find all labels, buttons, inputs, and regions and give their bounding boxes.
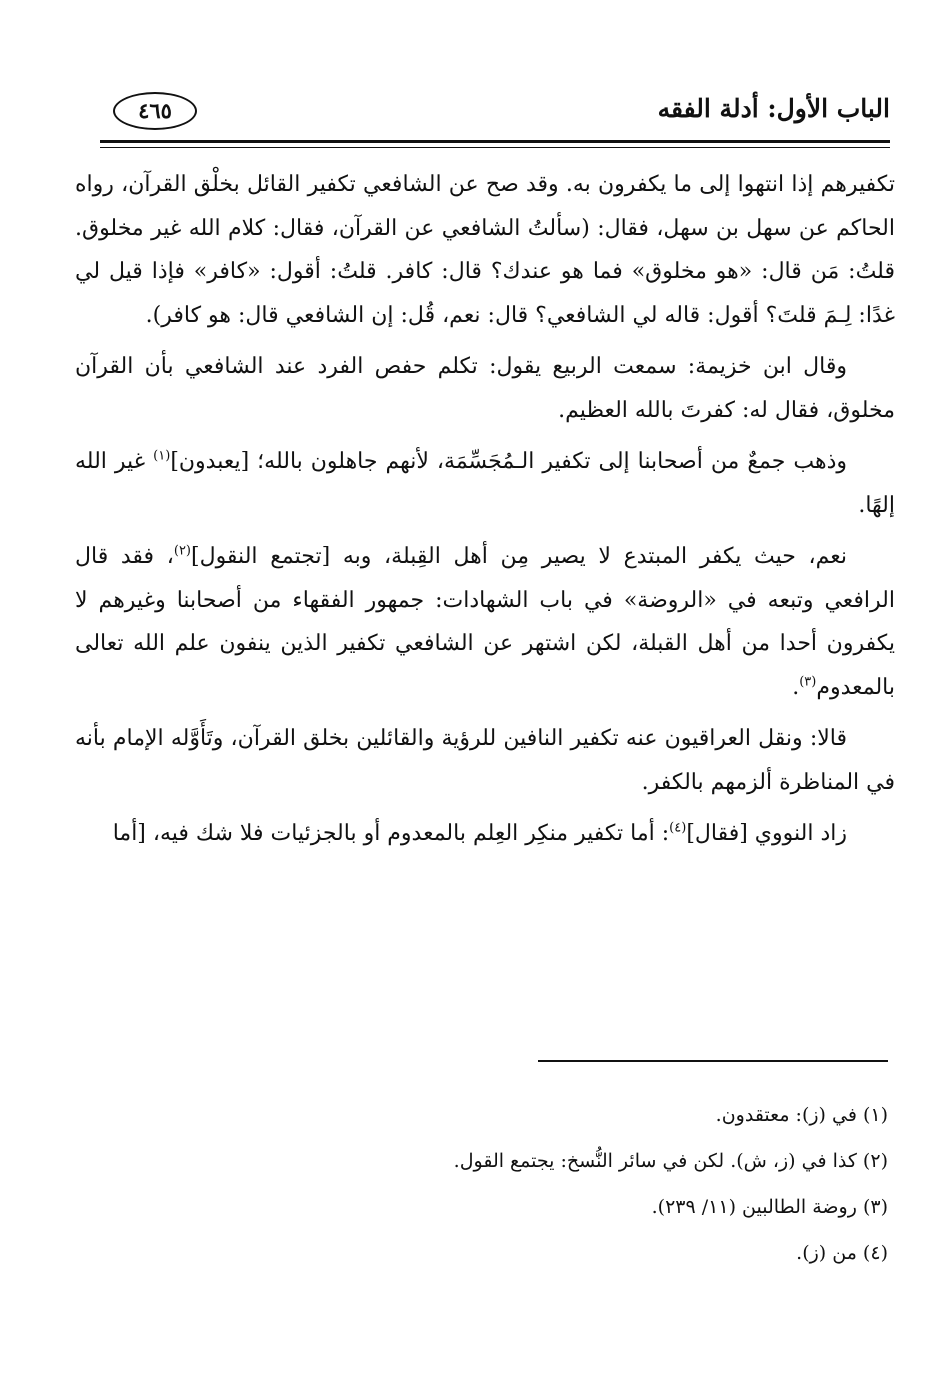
paragraph-4-part-2: ، فقد قال الرافعي وتبعه في «الروضة» في باب الشهادات: جمهور الفقهاء من أصحابنا وغيرهم لا يكفرون أحدا من أهل القبلة، لكن اشتهر عن الشافعي تكفير الذين ينفون علم الله تعالى بالمعدوم <box>75 544 895 700</box>
main-text <box>75 163 895 864</box>
footnote-2: (٢) كذا في (ز، ش). لكن في سائر النُّسخ: يجتمع القول. <box>453 1150 888 1172</box>
paragraph-6 <box>75 812 895 856</box>
footnote-4: (٤) من (ز). <box>796 1242 888 1264</box>
paragraph-6-part-1: زاد النووي [فقال] <box>686 821 847 846</box>
header-rule-thin <box>100 147 890 148</box>
paragraph-4-part-3: . <box>792 674 800 700</box>
footnote-marker-4: (٤) <box>669 820 687 836</box>
footnote-marker-3: (٣) <box>799 674 817 690</box>
paragraph-6-part-2: : أما تكفير منكِر العِلم بالمعدوم أو بالجزئيات فلا شك فيه، [أما <box>112 821 670 846</box>
page-header <box>95 80 890 135</box>
paragraph-5: قالا: ونقل العراقيون عنه تكفير النافين للرؤية والقائلين بخلق القرآن، وتَأَوَّله الإمام بأنه في المناظرة ألزمهم بالكفر. <box>75 726 895 795</box>
footnote-separator <box>538 1060 888 1062</box>
paragraph-4-part-1: نعم، حيث يكفر المبتدع لا يصير مِن أهل القِبلة، وبه [تجتمع النقول] <box>191 544 848 569</box>
footnote-marker-2: (٢) <box>173 543 191 559</box>
page-number: ٤٦٥ <box>113 92 197 130</box>
paragraph-4 <box>75 535 895 709</box>
paragraph-1: تكفيرهم إذا انتهوا إلى ما يكفرون به. وقد صح عن الشافعي تكفير القائل بخلْق القرآن، رواه الحاكم عن سهل بن سهل، فقال: (سألتُ الشافعي عن القرآن، فقال: كلام الله غير مخلوق. قلتُ: مَن قال: «هو مخلوق» فما هو عندك؟ قال: كافر. قلتُ: أقول: «كافر» فإذا قيل لي غدًا: لِـمَ قلتَ؟ أقول: قاله لي الشافعي؟ قال: نعم، قُل: إن الشافعي قال: هو كافر). <box>75 172 895 328</box>
footnote-3: (٣) روضة الطالبين (١١/ ٢٣٩). <box>651 1196 888 1218</box>
paragraph-2: وقال ابن خزيمة: سمعت الربيع يقول: تكلم حفص الفرد عند الشافعي بأن القرآن مخلوق، فقال له: كفرتَ بالله العظيم. <box>75 354 895 423</box>
footnotes <box>128 1092 888 1276</box>
paragraph-3-part-2: غير الله إلهًا. <box>75 449 895 518</box>
paragraph-3-part-1: وذهب جمعٌ من أصحابنا إلى تكفير الـمُجَسِّمَة، لأنهم جاهلون بالله؛ [يعبدون] <box>170 449 847 474</box>
footnote-marker-1: (١) <box>153 448 171 464</box>
header-rule-thick <box>100 140 890 143</box>
running-title: الباب الأول: أدلة الفقه <box>657 94 890 123</box>
footnote-1: (١) في (ز): معتقدون. <box>715 1104 888 1126</box>
paragraph-3 <box>75 440 895 527</box>
